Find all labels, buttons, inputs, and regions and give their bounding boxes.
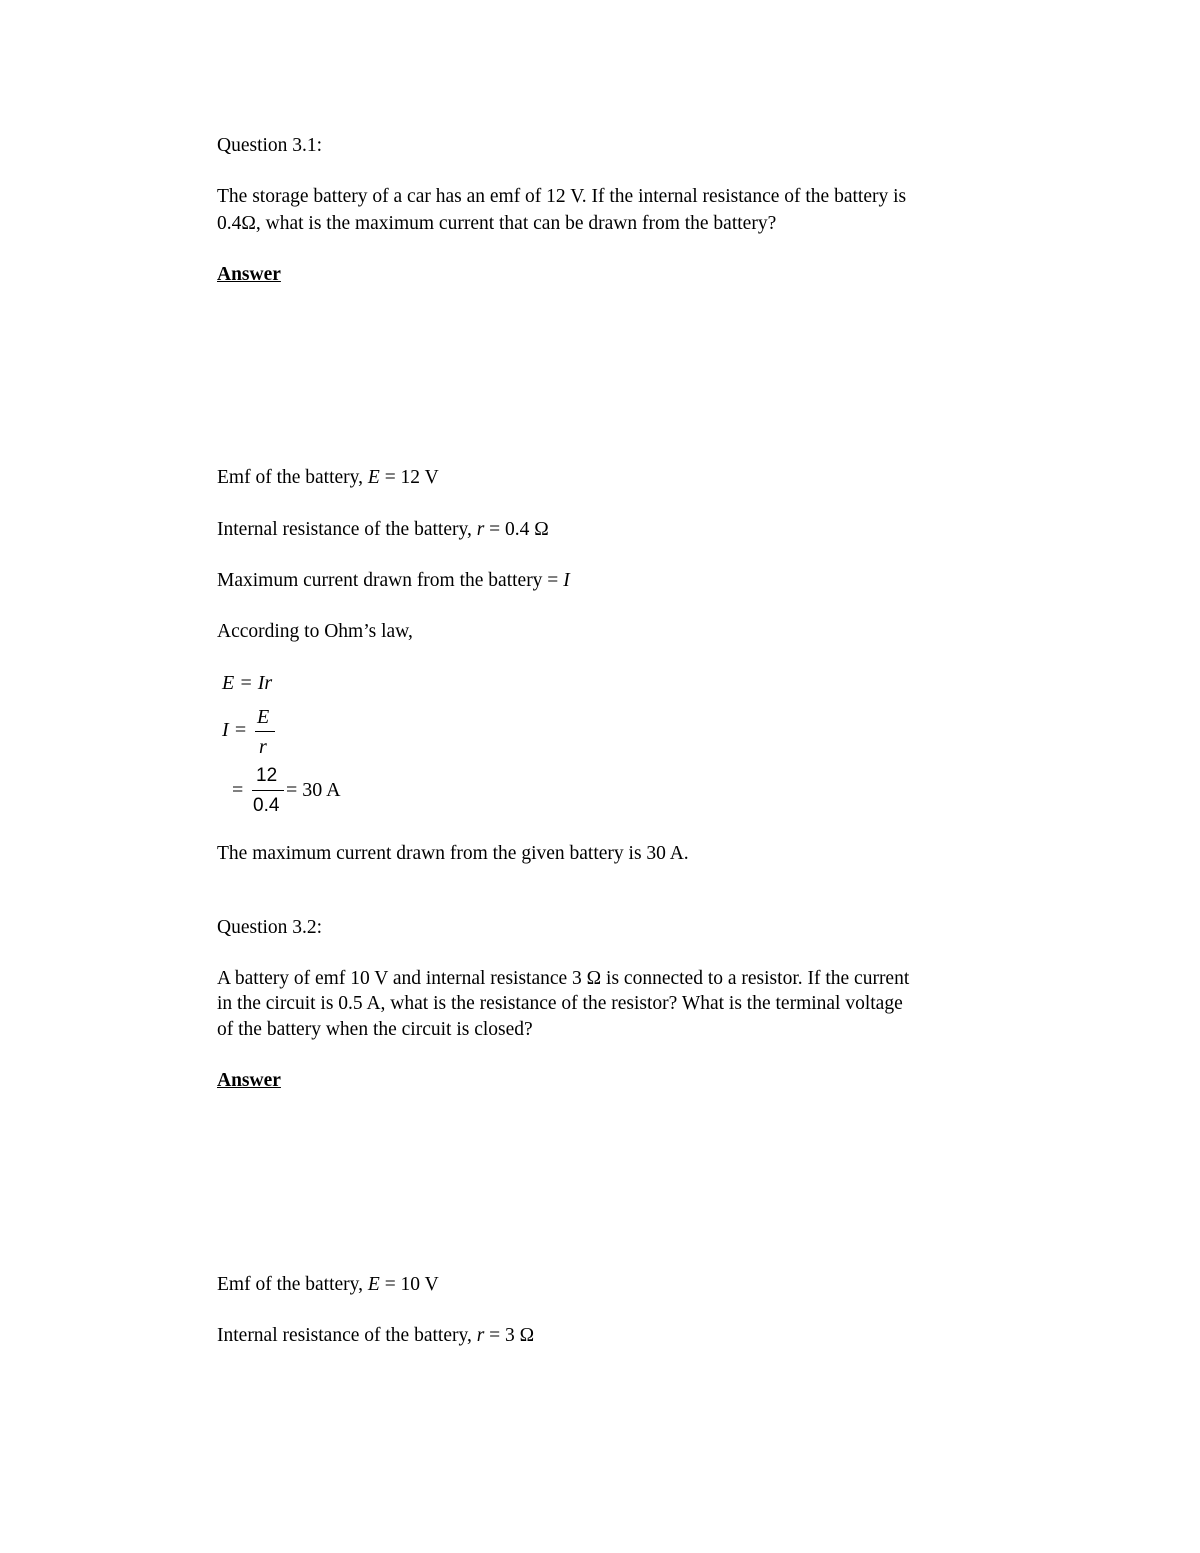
question-heading: Question 3.1: (217, 135, 323, 156)
question-text-line: 0.4Ω, what is the maximum current that can be drawn from the battery? (217, 213, 777, 234)
given-emf (217, 1272, 439, 1298)
variable: r (476, 519, 485, 540)
answer-label: Answer (217, 1070, 281, 1091)
given-value: = 0.4 Ω (484, 519, 549, 540)
given-value: = 10 V (379, 1274, 439, 1295)
equation-numerator: E (257, 706, 270, 728)
question-text-line: A battery of emf 10 V and internal resistance 3 Ω is connected to a resistor. If the current (217, 968, 910, 989)
variable: r (476, 1325, 485, 1346)
fraction-bar (252, 790, 284, 791)
question-text-line: of the battery when the circuit is closed? (217, 1019, 533, 1040)
equation-denominator: r (259, 736, 267, 758)
ohms-law-statement: According to Ohm’s law, (217, 621, 413, 642)
given-label: Internal resistance of the battery, (217, 1325, 477, 1346)
question-heading: Question 3.2: (217, 917, 323, 938)
variable: I (563, 570, 570, 591)
equation-equals: = (232, 779, 244, 801)
equation-i-lhs: I = (222, 719, 248, 741)
equation-denominator: 0.4 (253, 795, 280, 816)
equation-result: = 30 A (286, 779, 341, 801)
equation-numerator: 12 (256, 765, 278, 786)
answer-label: Answer (217, 264, 281, 285)
conclusion: The maximum current drawn from the given battery is 30 A. (217, 843, 689, 864)
variable: E (367, 1274, 380, 1295)
equation-e-equals-ir: E = Ir (222, 672, 273, 694)
given-internal-resistance (217, 1323, 534, 1349)
given-label: Emf of the battery, (217, 1274, 368, 1295)
given-label: Maximum current drawn from the battery = (217, 570, 564, 591)
given-value: = 12 V (379, 467, 439, 488)
question-text-line: The storage battery of a car has an emf of 12 V. If the internal resistance of the battery is (217, 186, 907, 207)
given-value: = 3 Ω (484, 1325, 535, 1346)
given-label: Emf of the battery, (217, 467, 368, 488)
variable: E (367, 467, 380, 488)
given-emf (217, 465, 439, 491)
given-label: Internal resistance of the battery, (217, 519, 477, 540)
given-internal-resistance (217, 517, 549, 543)
question-text-line: in the circuit is 0.5 A, what is the resistance of the resistor? What is the terminal voltage (217, 993, 903, 1014)
fraction-bar (255, 731, 275, 732)
max-current-definition (217, 568, 570, 594)
